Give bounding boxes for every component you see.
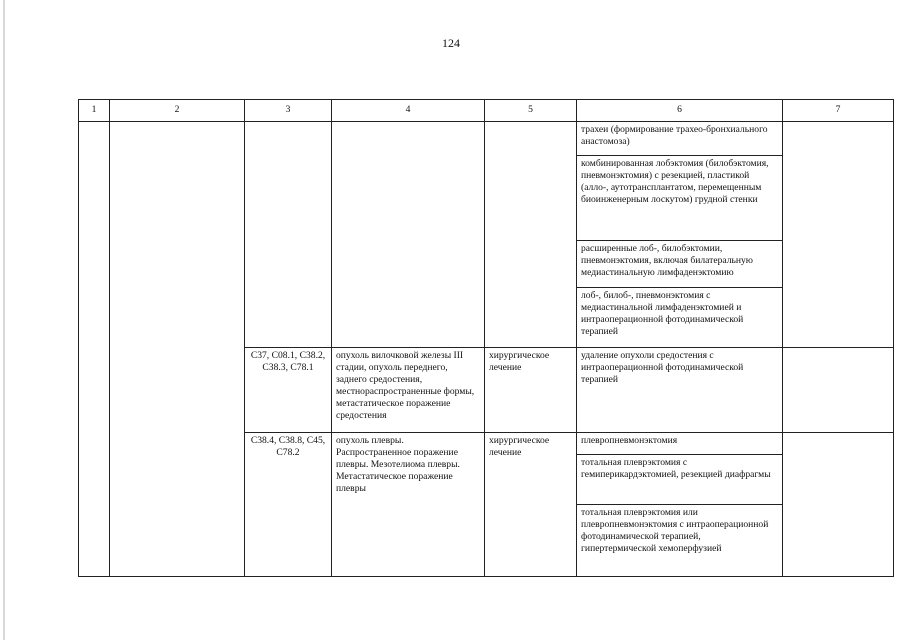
medical-procedures-table xyxy=(78,99,894,577)
cell-col7-empty xyxy=(783,348,894,433)
cell-treatment: хирургическое лечение xyxy=(485,433,577,577)
cell-procedure: тотальная плеврэктомия с гемиперикардэктомией, резекцией диафрагмы xyxy=(577,455,783,505)
cell-col2-empty xyxy=(110,122,245,577)
column-header: 4 xyxy=(332,100,485,122)
cell-procedure: удаление опухоли средостения с интраоперационной фотодинамической терапией xyxy=(577,348,783,433)
cell-condition-empty xyxy=(332,122,485,348)
cell-procedure: тотальная плеврэктомия или плевропневмонэктомия с интраоперационной фотодинамической терапией, гипертермической хемоперфузией xyxy=(577,505,783,577)
cell-procedure: комбинированная лобэктомия (билобэктомия, пневмонэктомия) с резекцией, пластикой (алло-, аутотрансплантатом, перемещенным биоинженерным лоскутом) грудной стенки xyxy=(577,156,783,241)
cell-codes: C38.4, C38.8, C45, C78.2 xyxy=(245,433,332,577)
column-header: 1 xyxy=(79,100,110,122)
cell-codes-empty xyxy=(245,122,332,348)
cell-treatment: хирургическое лечение xyxy=(485,348,577,433)
column-header: 5 xyxy=(485,100,577,122)
cell-procedure: расширенные лоб-, билобэктомии, пневмонэктомия, включая билатеральную медиастинальную лимфаденэктомию xyxy=(577,241,783,288)
cell-condition: опухоль плевры. Распространенное поражение плевры. Мезотелиома плевры. Метастатическое поражение плевры xyxy=(332,433,485,577)
scan-edge xyxy=(3,0,5,640)
page-number: 124 xyxy=(442,36,460,50)
table-header-row xyxy=(79,100,894,122)
cell-col1-empty xyxy=(79,122,110,577)
column-header: 7 xyxy=(783,100,894,122)
cell-procedure: плевропневмонэктомия xyxy=(577,433,783,455)
cell-codes: C37, C08.1, C38.2, C38.3, C78.1 xyxy=(245,348,332,433)
cell-treatment-empty xyxy=(485,122,577,348)
column-header: 2 xyxy=(110,100,245,122)
cell-col7-empty xyxy=(783,122,894,348)
cell-procedure: лоб-, билоб-, пневмонэктомия с медиастинальной лимфаденэктомией и интраоперационной фотодинамической терапией xyxy=(577,288,783,348)
column-header: 3 xyxy=(245,100,332,122)
column-header: 6 xyxy=(577,100,783,122)
cell-condition: опухоль вилочковой железы III стадии, опухоль переднего, заднего средостения, местнораспространенные формы, метастатическое поражение средостения xyxy=(332,348,485,433)
cell-procedure: трахеи (формирование трахео-бронхиального анастомоза) xyxy=(577,122,783,156)
table-row xyxy=(79,122,894,156)
cell-col7-empty xyxy=(783,433,894,577)
